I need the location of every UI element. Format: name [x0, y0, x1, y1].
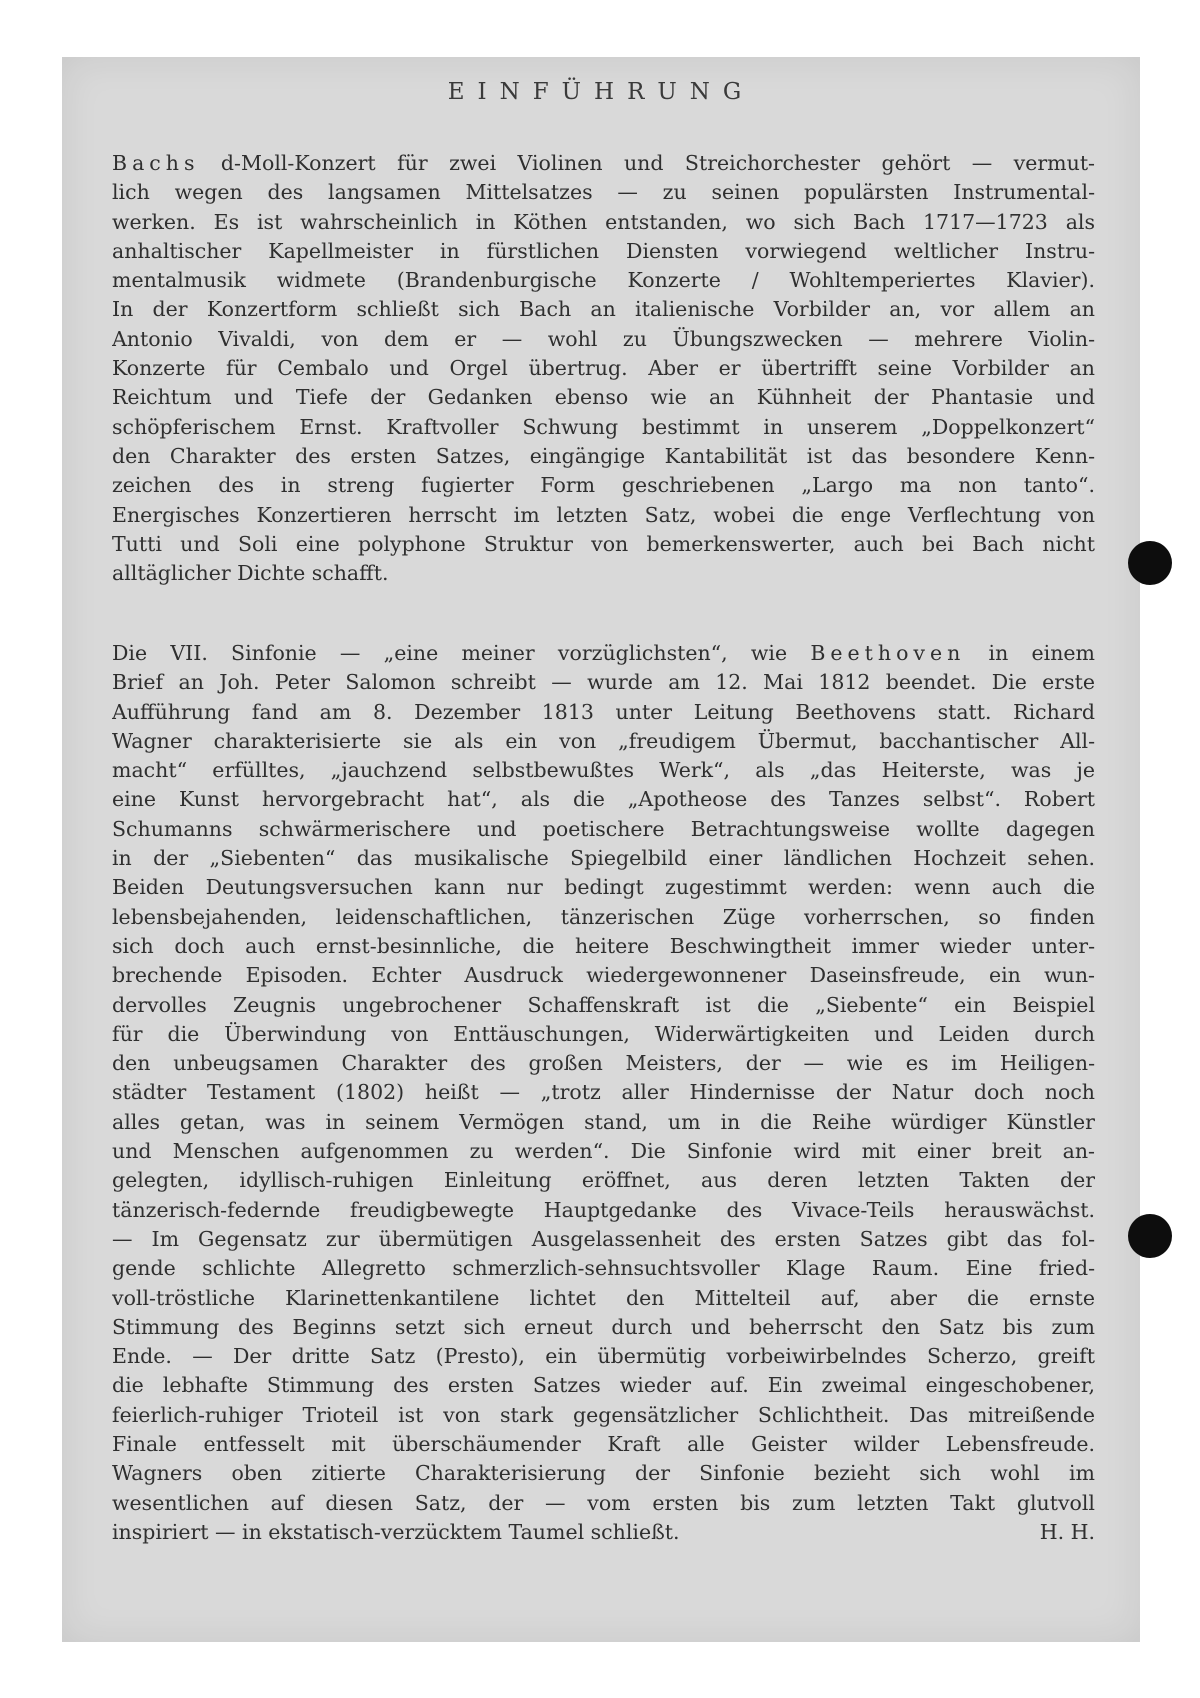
text-line: Stimmung des Beginns setzt sich erneut durch und beherrscht den Satz bis zum [112, 1314, 1095, 1339]
text-line: eine Kunst hervorgebracht hat“, als die „Apotheose des Tanzes selbst“. Robert [112, 787, 1095, 812]
text-line: Reichtum und Tiefe der Gedanken ebenso wie an Kühnheit der Phantasie und [112, 385, 1095, 410]
text-line: gende schlichte Allegretto schmerzlich-sehnsuchtsvoller Klage Raum. Eine fried- [112, 1256, 1095, 1281]
text-line: zeichen des in streng fugierter Form geschriebenen „Largo ma non tanto“. [112, 473, 1095, 498]
signature: H. H. [1039, 1519, 1095, 1544]
paragraph-bach [112, 149, 1095, 588]
text-line: Aufführung fand am 8. Dezember 1813 unter Leitung Beethovens statt. Richard [112, 699, 1095, 724]
text-line: lich wegen des langsamen Mittelsatzes — zu seinen populärsten Instrumental- [112, 180, 1095, 205]
text-line: voll-tröstliche Klarinettenkantilene lichtet den Mittelteil auf, aber die ernste [112, 1285, 1095, 1310]
composer-name: Bachs [112, 151, 200, 175]
text-line: und Menschen aufgenommen zu werden“. Die Sinfonie wird mit einer breit an- [112, 1139, 1095, 1164]
text-line: Energisches Konzertieren herrscht im letzten Satz, wobei die enge Verflechtung von [112, 502, 1095, 527]
text-line: in der „Siebenten“ das musikalische Spiegelbild einer ländlichen Hochzeit sehen. [112, 846, 1095, 871]
text-line: die lebhafte Stimmung des ersten Satzes wieder auf. Ein zweimal eingeschobener, [112, 1373, 1095, 1398]
text-line: Bachs d-Moll-Konzert für zwei Violinen und Streichorchester gehört — vermut- [112, 151, 1095, 175]
paragraph-beethoven [112, 639, 1095, 1547]
text-line: Wagners oben zitierte Charakterisierung der Sinfonie bezieht sich wohl im [112, 1461, 1095, 1486]
text-line: den unbeugsamen Charakter des großen Meisters, der — wie es im Heiligen- [112, 1051, 1095, 1076]
text-line: macht“ erfülltes, „jauchzend selbstbewußtes Werk“, als „das Heiterste, was je [112, 758, 1095, 783]
text-line: für die Überwindung von Enttäuschungen, Widerwärtigkeiten und Leiden durch [112, 1021, 1095, 1046]
punch-hole [1128, 541, 1172, 585]
text-line: lebensbejahenden, leidenschaftlichen, tänzerischen Züge vorherrschen, so finden [112, 904, 1095, 929]
text-line: Finale entfesselt mit überschäumender Kraft alle Geister wilder Lebensfreude. [112, 1432, 1095, 1457]
text-line: städter Testament (1802) heißt — „trotz aller Hindernisse der Natur doch noch [112, 1080, 1095, 1105]
page-heading: EINFÜHRUNG [447, 79, 755, 105]
text-line: Die VII. Sinfonie — „eine meiner vorzüglichsten“, wie Beethoven in einem [112, 641, 1095, 665]
text-line: Tutti und Soli eine polyphone Struktur von bemerkenswerter, auch bei Bach nicht [112, 531, 1095, 556]
text-line: wesentlichen auf diesen Satz, der — vom ersten bis zum letzten Takt glutvoll [112, 1490, 1095, 1515]
text-line: alltäglicher Dichte schafft. [112, 561, 389, 586]
text-line: Ende. — Der dritte Satz (Presto), ein übermütig vorbeiwirbelndes Scherzo, greift [112, 1344, 1095, 1369]
closing-line [112, 1518, 1095, 1547]
text-line: feierlich-ruhiger Trioteil ist von stark gegensätzlicher Schlichtheit. Das mitreißende [112, 1402, 1095, 1427]
text-line: Wagner charakterisierte sie als ein von „freudigem Übermut, bacchantischer All- [112, 728, 1095, 753]
text-line: Beiden Deutungsversuchen kann nur bedingt zugestimmt werden: wenn auch die [112, 875, 1095, 900]
text-line: brechende Episoden. Echter Ausdruck wiedergewonnener Daseinsfreude, ein wun- [112, 963, 1095, 988]
text-line: alles getan, was in seinem Vermögen stand, um in die Reihe würdiger Künstler [112, 1109, 1095, 1134]
text-line: Schumanns schwärmerischere und poetischere Betrachtungsweise wollte dagegen [112, 816, 1095, 841]
text-line: werken. Es ist wahrscheinlich in Köthen entstanden, wo sich Bach 1717—1723 als [112, 209, 1095, 234]
text-line: schöpferischem Ernst. Kraftvoller Schwung bestimmt in unserem „Doppelkonzert“ [112, 414, 1095, 439]
text-line: Konzerte für Cembalo und Orgel übertrug. Aber er übertrifft seine Vorbilder an [112, 356, 1095, 381]
punch-hole [1128, 1214, 1172, 1258]
text-line: inspiriert — in ekstatisch-verzücktem Taumel schließt. [112, 1519, 680, 1544]
composer-name: Beethoven [810, 641, 966, 665]
text-line: anhaltischer Kapellmeister in fürstlichen Diensten vorwiegend weltlicher Instru- [112, 238, 1095, 263]
text-line: dervolles Zeugnis ungebrochener Schaffenskraft ist die „Siebente“ ein Beispiel [112, 992, 1095, 1017]
text-line: Brief an Joh. Peter Salomon schreibt — wurde am 12. Mai 1812 beendet. Die erste [112, 670, 1095, 695]
text-line: mentalmusik widmete (Brandenburgische Konzerte / Wohltemperiertes Klavier). [112, 268, 1095, 293]
document-page [62, 57, 1140, 1642]
text-line: Antonio Vivaldi, von dem er — wohl zu Übungszwecken — mehrere Violin- [112, 326, 1095, 351]
text-line: tänzerisch-federnde freudigbewegte Hauptgedanke des Vivace-Teils herauswächst. [112, 1197, 1095, 1222]
text-line: den Charakter des ersten Satzes, eingängige Kantabilität ist das besondere Kenn- [112, 443, 1095, 468]
text-line: In der Konzertform schließt sich Bach an italienische Vorbilder an, vor allem an [112, 297, 1095, 322]
text-line: — Im Gegensatz zur übermütigen Ausgelassenheit des ersten Satzes gibt das fol- [112, 1226, 1095, 1251]
text-line: sich doch auch ernst-besinnliche, die heitere Beschwingtheit immer wieder unter- [112, 933, 1095, 958]
text-line: gelegten, idyllisch-ruhigen Einleitung eröffnet, aus deren letzten Takten der [112, 1168, 1095, 1193]
